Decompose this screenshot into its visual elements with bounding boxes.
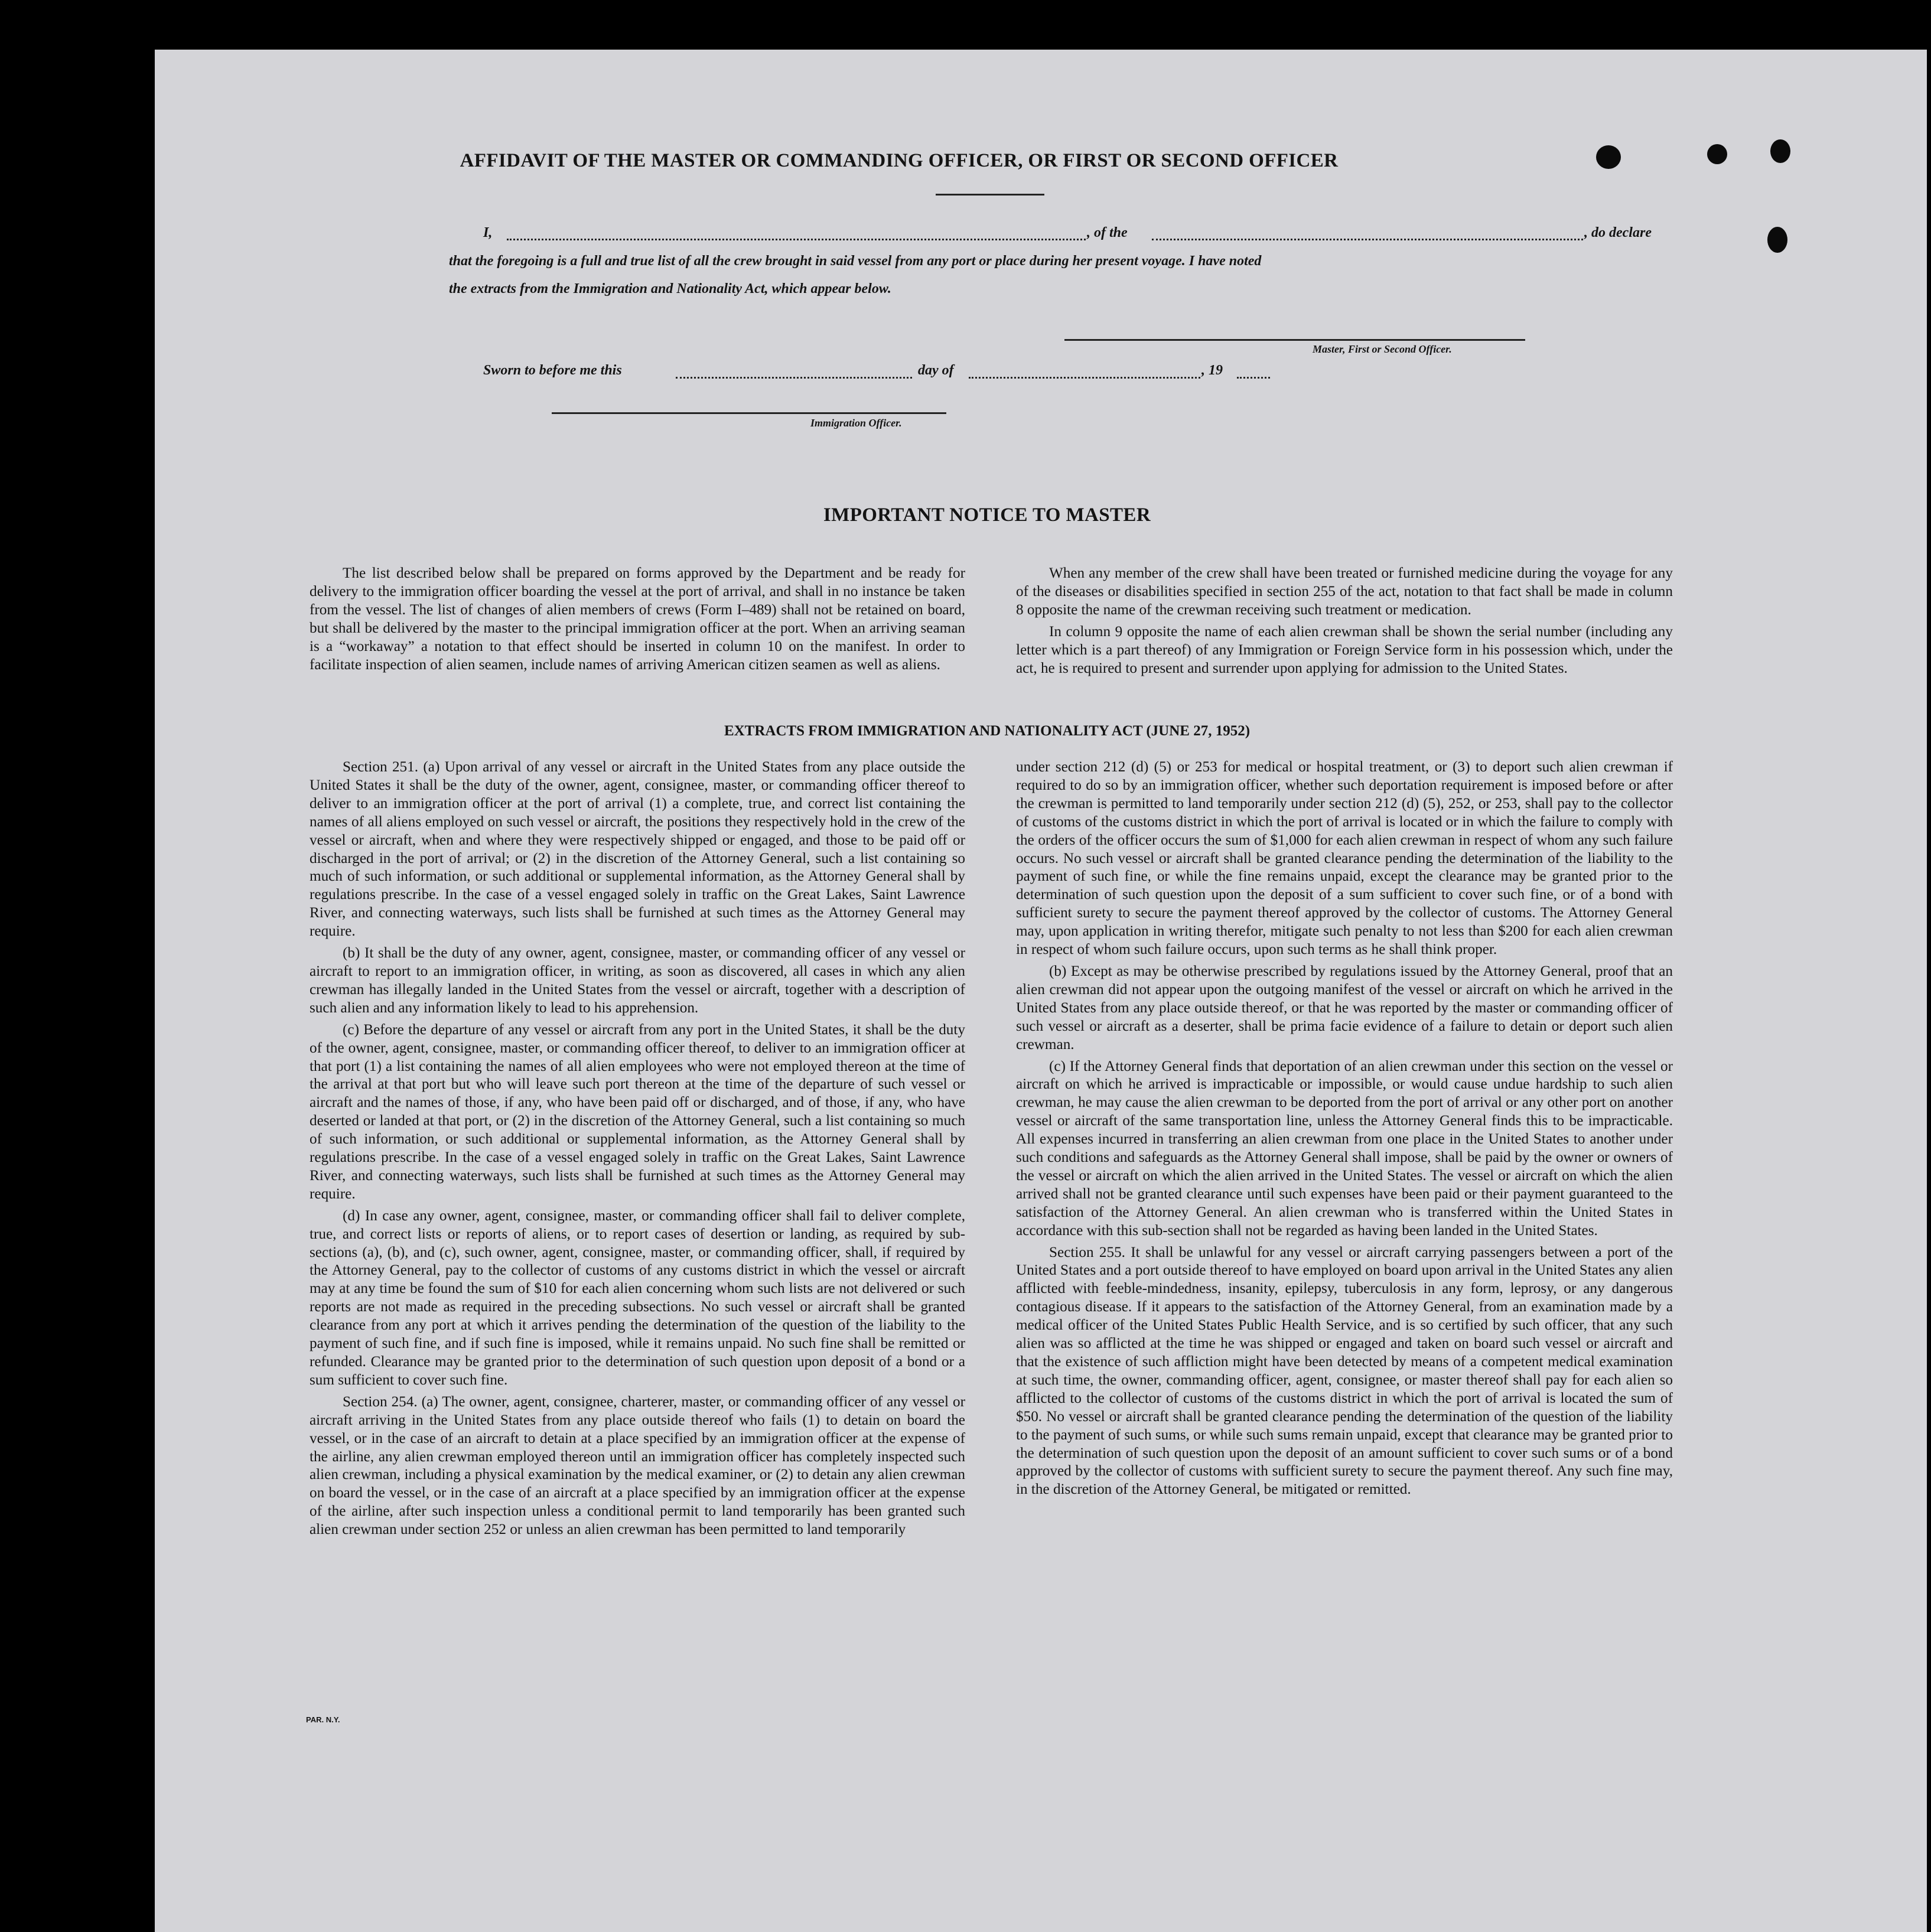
notice-right-column (1016, 565, 1673, 681)
punch-hole (1707, 144, 1727, 164)
extract-paragraph: (d) In case any owner, agent, consignee, master, or commanding officer shall fail to deliver complete, true, and correct lists or reports of aliens, or to report cases of desertion or landing, as required by sub-sections (a), (b), and (c), such owner, agent, consignee, master, or commanding officer, shall, if required by the Attorney General, pay to the collector of customs of any customs district in which the vessel or aircraft may at any time be found the sum of $10 for each alien concerning whom such lists are not delivered or such reports are not made as required in the preceding subsections. No such vessel or aircraft shall be granted clearance from any port at which it arrives pending the determination of the question of the liability to the payment of such fine, and if such fine is imposed, while it remains unpaid. No such fine shall be remitted or refunded. Clearance may be granted prior to the determination of such question upon deposit of a bond or a sum sufficient to cover such fine. (310, 1207, 965, 1388)
officer-signature-label: Immigration Officer. (810, 417, 902, 429)
day-of-label: day of (918, 363, 954, 378)
extract-paragraph: under section 212 (d) (5) or 253 for medical or hospital treatment, or (3) to deport such alien crewman if required to do so by an immigration officer, whether such deportation requirement is imposed before or after the crewman is permitted to land temporarily under section 212 (d) (5), 252, or 253, shall pay to the collector of customs of the customs district in which the port of arrival is located or in which the failure to comply with the orders of the officer occurs the sum of $1,000 for each alien crewman in respect of whom any such failure occurs. No such vessel or aircraft shall be granted clearance pending the determination of the liability to the payment of such fine, or while the fine remains unpaid, except the clearance may be granted prior to the determination of such question upon the deposit of a sum sufficient to cover such fine, or of a bond with sufficient surety to secure the payment thereof approved by the collector of customs. The Attorney General may, upon application in writing therefor, mitigate such penalty to not less than $200 for each alien crewman in respect of whom such failure occurs, upon such terms as he shall think proper. (1016, 759, 1673, 958)
punch-hole (1770, 139, 1790, 163)
printer-mark: PAR. N.Y. (306, 1715, 340, 1724)
vessel-field[interactable] (1152, 239, 1583, 240)
document-page (155, 50, 1927, 1932)
year-field[interactable] (1237, 377, 1270, 379)
affidavit-title: AFFIDAVIT OF THE MASTER OR COMMANDING OFFICER, OR FIRST OR SECOND OFFICER (460, 150, 1339, 171)
extract-paragraph: (b) It shall be the duty of any owner, agent, consignee, master, or commanding officer of any vessel or aircraft to report to an immigration officer, in writing, as soon as discovered, all cases in which any alien crewman has illegally landed in the United States from the vessel or aircraft, together with a description of such alien and any information likely to lead to his apprehension. (310, 945, 965, 1016)
affidavit-i-label: I, (483, 225, 493, 240)
notice-right-paragraph-2: In column 9 opposite the name of each alien crewman shall be shown the serial number (including any letter which is a part thereof) of any Immigration or Foreign Service form in his possession which, under the act, he is required to present and surrender upon applying for admission to the United States. (1016, 623, 1673, 676)
extract-paragraph: (c) Before the departure of any vessel or aircraft from any port in the United States, it shall be the duty of the owner, agent, consignee, master, or commanding officer thereof, to deliver to an immigration officer at that port (1) a list containing the names of all alien employees who were not employed thereon at the time of the arrival at that port but who will leave such port thereon at the time of the departure of such vessel or aircraft and the names of those, if any, who have been paid off or discharged, and of those, if any, who have deserted or landed at that port, or (2) in the discretion of the Attorney General, such a list containing so much of such information, or such additional or supplemental information, as the Attorney General shall by regulations prescribe. In the case of a vessel engaged solely in traffic on the Great Lakes, Saint Lawrence River, and connecting waterways, such lists shall be furnished at such times as the Attorney General may require. (310, 1021, 965, 1202)
master-signature-line[interactable] (1064, 339, 1525, 341)
sworn-label: Sworn to before me this (483, 363, 622, 378)
officer-signature-line[interactable] (552, 412, 946, 414)
extract-paragraph: (b) Except as may be otherwise prescribed by regulations issued by the Attorney General, proof that an alien crewman did not appear upon the outgoing manifest of the vessel or aircraft on which he arrived in the United States from any place outside thereof, or that he was reported by the master or commanding officer of such vessel or aircraft as a deserter, shall be prima facie evidence of a failure to detain or deport such alien crewman. (1016, 963, 1673, 1053)
extracts-right-column (1016, 758, 1673, 1503)
extracts-title: EXTRACTS FROM IMMIGRATION AND NATIONALITY ACT (JUNE 27, 1952) (724, 723, 1251, 739)
sworn-day-field[interactable] (676, 377, 912, 379)
affidavit-of-the-label: , of the (1087, 225, 1128, 240)
affidavit-declare-label: , do declare (1584, 225, 1652, 240)
title-rule (936, 194, 1044, 196)
extract-paragraph: Section 254. (a) The owner, agent, consignee, charterer, master, or commanding officer of any vessel or aircraft arriving in the United States from any place outside thereof who fails (1) to detain on board the vessel, or in the case of an aircraft to detain at a place specified by an immigration officer at the expense of the airline, any alien crewman employed thereon until an immigration officer has completely inspected such alien crewman, including a physical examination by the medical examiner, or (2) to detain any alien crewman on board the vessel, or in the case of an aircraft at a place specified by an immigration officer at the expense of the airline, after such inspection unless a conditional permit to land temporarily has been granted such alien crewman under section 252 or unless an alien crewman has been permitted to land temporarily (310, 1393, 965, 1538)
year-label: , 19 (1201, 363, 1223, 378)
extract-paragraph: Section 251. (a) Upon arrival of any vessel or aircraft in the United States from any place outside the United States it shall be the duty of the owner, agent, consignee, master, or commanding officer thereof to deliver to an immigration officer at the port of arrival (1) a complete, true, and correct list containing the names of all aliens employed on such vessel or aircraft, the positions they respectively hold in the crew of the vessel or aircraft, when and where they were respectively shipped or engaged, and those to be paid off or discharged in the port of arrival; or (2) in the discretion of the Attorney General, such a list containing so much of such information, or such additional or supplemental information, as the Attorney General shall by regulations prescribe. In the case of a vessel engaged solely in traffic on the Great Lakes, Saint Lawrence River, and connecting waterways, such lists shall be furnished at such times as the Attorney General may require. (310, 759, 965, 940)
affidavit-body-line2: that the foregoing is a full and true list of all the crew brought in said vessel from any port or place during her present voyage. I have noted (449, 253, 1262, 269)
notice-left-column (310, 565, 965, 677)
month-field[interactable] (969, 377, 1200, 379)
notice-title: IMPORTANT NOTICE TO MASTER (823, 504, 1151, 526)
notice-right-paragraph-1: When any member of the crew shall have been treated or furnished medicine during the voyage for any of the diseases or disabilities specified in section 255 of the act, notation to that fact shall be made in column 8 opposite the name of the crewman receiving such treatment or medication. (1016, 565, 1673, 618)
extract-paragraph: Section 255. It shall be unlawful for any vessel or aircraft carrying passengers between a port of the United States and a port outside thereof to have employed on board upon arrival in the United States any alien afflicted with feeble-mindedness, insanity, epilepsy, tuberculosis in any form, leprosy, or any dangerous contagious disease. If it appears to the satisfaction of the Attorney General, from an examination made by a medical officer of the United States Public Health Service, and is so certified by such officer, that any such alien was so afflicted at the time he was shipped or engaged and taken on board such vessel or aircraft and that the existence of such affliction might have been detected by means of a competent medical examination at such time, the owner, commanding officer, agent, consignee, or master thereof shall pay for each alien so afflicted to the collector of customs of the customs district in which the port of arrival is located the sum of $50. No vessel or aircraft shall be granted clearance pending the determination of the question of the liability to the payment of such sums, or while such sums remain unpaid, except that clearance may be granted prior to the determination of such question upon the deposit of an amount sufficient to cover such sums or of a bond approved by the collector of customs with sufficient surety to secure the payment thereof. Any such fine may, in the discretion of the Attorney General, be mitigated or remitted. (1016, 1244, 1673, 1498)
master-signature-label: Master, First or Second Officer. (1313, 343, 1452, 355)
affidavit-body-line3: the extracts from the Immigration and Nationality Act, which appear below. (449, 281, 891, 297)
extracts-left-column (310, 758, 965, 1543)
punch-hole (1767, 227, 1787, 253)
extract-paragraph: (c) If the Attorney General finds that deportation of an alien crewman under this section on the vessel or aircraft on which he arrived is impracticable or impossible, or would cause undue hardship to such alien crewman, he may cause the alien crewman to be deported from the port of arrival or any other port on another vessel or aircraft of the same transportation line, unless the Attorney General finds this to be impracticable. All expenses incurred in transferring an alien crewman from one place in the United States to another under such conditions and safeguards as the Attorney General shall impose, shall be paid by the owner or owners of the vessel or aircraft on which the alien arrived in the United States. The vessel or aircraft on which the alien arrived shall not be granted clearance until such expenses have been paid or their payment guaranteed to the satisfaction of the Attorney General. An alien crewman who is transferred within the United States in accordance with this sub-section shall not be regarded as having been landed in the United States. (1016, 1058, 1673, 1239)
name-field[interactable] (507, 239, 1086, 240)
notice-left-paragraph: The list described below shall be prepared on forms approved by the Department and be ready for delivery to the immigration officer boarding the vessel at the port of arrival, and shall in no instance be taken from the vessel. The list of changes of alien members of crews (Form I–489) shall not be retained on board, but shall be delivered by the master to the principal immigration officer at the port. When an arriving seaman is a “workaway” a notation to that effect should be inserted in column 10 on the manifest. In order to facilitate inspection of alien seamen, include names of arriving American citizen seamen as well as aliens. (310, 565, 965, 673)
